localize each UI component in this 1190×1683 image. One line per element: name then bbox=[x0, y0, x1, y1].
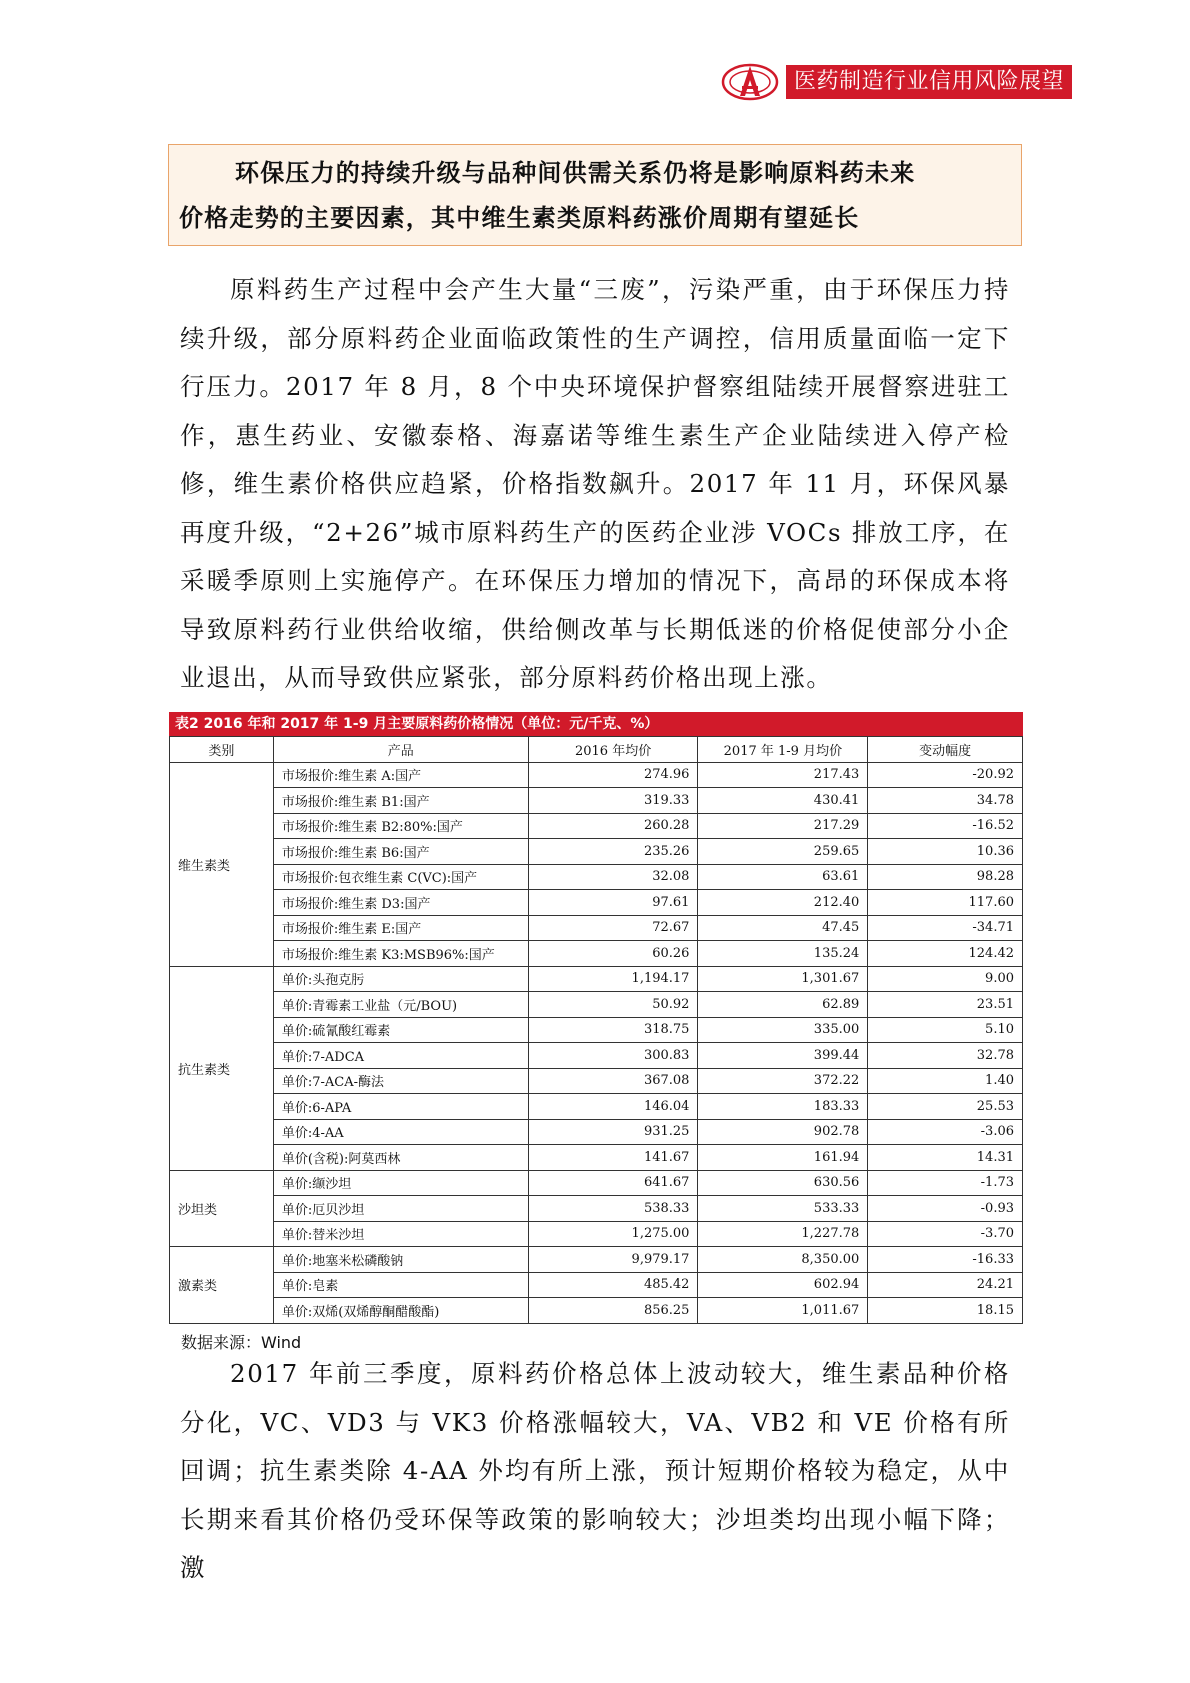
product-cell: 市场报价:包衣维生素 C(VC):国产 bbox=[273, 864, 528, 890]
price-2016-cell: 300.83 bbox=[528, 1043, 698, 1069]
change-cell: -0.93 bbox=[868, 1196, 1023, 1222]
price-2017-cell: 161.94 bbox=[698, 1145, 868, 1171]
report-brand-title: 医药制造行业信用风险展望 bbox=[786, 65, 1072, 99]
table-row bbox=[170, 839, 1023, 865]
header-2017-price: 2017 年 1-9 月均价 bbox=[698, 737, 868, 763]
header-change: 变动幅度 bbox=[868, 737, 1023, 763]
change-cell: 23.51 bbox=[868, 992, 1023, 1018]
category-cell: 抗生素类 bbox=[170, 966, 274, 1170]
header-product: 产品 bbox=[273, 737, 528, 763]
change-cell: 34.78 bbox=[868, 788, 1023, 814]
price-2016-cell: 235.26 bbox=[528, 839, 698, 865]
change-cell: 124.42 bbox=[868, 941, 1023, 967]
table-row bbox=[170, 1196, 1023, 1222]
category-cell: 维生素类 bbox=[170, 762, 274, 966]
change-cell: 18.15 bbox=[868, 1298, 1023, 1324]
product-cell: 单价:厄贝沙坦 bbox=[273, 1196, 528, 1222]
price-2017-cell: 399.44 bbox=[698, 1043, 868, 1069]
product-cell: 单价:替米沙坦 bbox=[273, 1221, 528, 1247]
price-2016-cell: 9,979.17 bbox=[528, 1247, 698, 1273]
price-2017-cell: 430.41 bbox=[698, 788, 868, 814]
price-2016-cell: 641.67 bbox=[528, 1170, 698, 1196]
product-cell: 单价:地塞米松磷酸钠 bbox=[273, 1247, 528, 1273]
change-cell: 5.10 bbox=[868, 1017, 1023, 1043]
table-row bbox=[170, 1017, 1023, 1043]
price-2017-cell: 902.78 bbox=[698, 1119, 868, 1145]
price-2016-cell: 141.67 bbox=[528, 1145, 698, 1171]
price-2016-cell: 485.42 bbox=[528, 1272, 698, 1298]
price-table bbox=[169, 736, 1023, 1324]
price-2016-cell: 97.61 bbox=[528, 890, 698, 916]
table-row bbox=[170, 966, 1023, 992]
price-2016-cell: 856.25 bbox=[528, 1298, 698, 1324]
product-cell: 市场报价:维生素 D3:国产 bbox=[273, 890, 528, 916]
table-row bbox=[170, 864, 1023, 890]
table-row bbox=[170, 1170, 1023, 1196]
change-cell: -3.06 bbox=[868, 1119, 1023, 1145]
product-cell: 单价:7-ADCA bbox=[273, 1043, 528, 1069]
price-2017-cell: 217.29 bbox=[698, 813, 868, 839]
change-cell: -3.70 bbox=[868, 1221, 1023, 1247]
product-cell: 单价:青霉素工业盐（元/BOU) bbox=[273, 992, 528, 1018]
table-row bbox=[170, 813, 1023, 839]
price-2017-cell: 183.33 bbox=[698, 1094, 868, 1120]
product-cell: 单价:硫氰酸红霉素 bbox=[273, 1017, 528, 1043]
change-cell: -34.71 bbox=[868, 915, 1023, 941]
highlight-line-2: 价格走势的主要因素，其中维生素类原料药涨价周期有望延长 bbox=[179, 204, 860, 232]
price-2016-cell: 32.08 bbox=[528, 864, 698, 890]
product-cell: 单价:双烯(双烯醇酮醋酸酯) bbox=[273, 1298, 528, 1324]
table-header-row bbox=[170, 737, 1023, 763]
page-header bbox=[720, 62, 1072, 102]
change-cell: 25.53 bbox=[868, 1094, 1023, 1120]
header-2016-price: 2016 年均价 bbox=[528, 737, 698, 763]
price-2016-cell: 274.96 bbox=[528, 762, 698, 788]
change-cell: 32.78 bbox=[868, 1043, 1023, 1069]
price-2017-cell: 62.89 bbox=[698, 992, 868, 1018]
table-row bbox=[170, 941, 1023, 967]
product-cell: 单价:4-AA bbox=[273, 1119, 528, 1145]
price-2017-cell: 602.94 bbox=[698, 1272, 868, 1298]
price-2016-cell: 50.92 bbox=[528, 992, 698, 1018]
table-row bbox=[170, 1068, 1023, 1094]
price-2017-cell: 335.00 bbox=[698, 1017, 868, 1043]
price-2017-cell: 1,011.67 bbox=[698, 1298, 868, 1324]
table-row bbox=[170, 788, 1023, 814]
price-2017-cell: 135.24 bbox=[698, 941, 868, 967]
price-2016-cell: 72.67 bbox=[528, 915, 698, 941]
product-cell: 单价:6-APA bbox=[273, 1094, 528, 1120]
price-2017-cell: 217.43 bbox=[698, 762, 868, 788]
change-cell: -16.52 bbox=[868, 813, 1023, 839]
price-2017-cell: 372.22 bbox=[698, 1068, 868, 1094]
table-row bbox=[170, 1119, 1023, 1145]
price-2017-cell: 212.40 bbox=[698, 890, 868, 916]
product-cell: 单价:皂素 bbox=[273, 1272, 528, 1298]
table-row bbox=[170, 992, 1023, 1018]
body-paragraph-2: 2017 年前三季度，原料药价格总体上波动较大，维生素品种价格分化，VC、VD3 与 VK3 价格涨幅较大，VA、VB2 和 VE 价格有所回调；抗生素类除 4-AA 外均有所上涨，预计短期价格较为稳定，从中长期来看其价格仍受环保等政策的影响较大；沙坦类均出现小幅下降；激 bbox=[180, 1359, 1010, 1582]
product-cell: 市场报价:维生素 B2:80%:国产 bbox=[273, 813, 528, 839]
table-source: 数据来源：Wind bbox=[181, 1333, 302, 1352]
category-cell: 沙坦类 bbox=[170, 1170, 274, 1247]
price-2016-cell: 367.08 bbox=[528, 1068, 698, 1094]
price-2016-cell: 319.33 bbox=[528, 788, 698, 814]
price-2017-cell: 259.65 bbox=[698, 839, 868, 865]
product-cell: 市场报价:维生素 K3:MSB96%:国产 bbox=[273, 941, 528, 967]
price-2017-cell: 8,350.00 bbox=[698, 1247, 868, 1273]
table-title: 表2 2016 年和 2017 年 1-9 月主要原料药价格情况（单位：元/千克、%） bbox=[169, 712, 1023, 736]
price-2016-cell: 260.28 bbox=[528, 813, 698, 839]
change-cell: -1.73 bbox=[868, 1170, 1023, 1196]
product-cell: 单价:7-ACA-酶法 bbox=[273, 1068, 528, 1094]
body-paragraph-1: 原料药生产过程中会产生大量“三废”，污染严重，由于环保压力持续升级，部分原料药企业面临政策性的生产调控，信用质量面临一定下行压力。2017 年 8 月，8 个中央环境保护督察组陆续开展督察进驻工作，惠生药业、安徽泰格、海嘉诺等维生素生产企业陆续进入停产检修，维生素价格供应趋紧，价格指数飙升。2017 年 11 月，环保风暴再度升级，“2+26”城市原料药生产的医药企业涉 VOCs 排放工序，在采暖季原则上实施停产。在环保压力增加的情况下，高昂的环保成本将导致原料药行业供给收缩，供给侧改革与长期低迷的价格促使部分小企业退出，从而导致供应紧张，部分原料药价格出现上涨。 bbox=[180, 275, 1010, 692]
price-2017-cell: 1,227.78 bbox=[698, 1221, 868, 1247]
table-row bbox=[170, 1247, 1023, 1273]
price-2016-cell: 1,194.17 bbox=[528, 966, 698, 992]
price-2016-cell: 1,275.00 bbox=[528, 1221, 698, 1247]
table-row bbox=[170, 1221, 1023, 1247]
change-cell: -16.33 bbox=[868, 1247, 1023, 1273]
price-2016-cell: 318.75 bbox=[528, 1017, 698, 1043]
price-2017-cell: 533.33 bbox=[698, 1196, 868, 1222]
price-2016-cell: 538.33 bbox=[528, 1196, 698, 1222]
product-cell: 单价:头孢克肟 bbox=[273, 966, 528, 992]
product-cell: 市场报价:维生素 E:国产 bbox=[273, 915, 528, 941]
highlight-line-1: 环保压力的持续升级与品种间供需关系仍将是影响原料药未来 bbox=[235, 159, 916, 187]
change-cell: 1.40 bbox=[868, 1068, 1023, 1094]
highlight-box bbox=[168, 144, 1022, 246]
product-cell: 单价(含税):阿莫西林 bbox=[273, 1145, 528, 1171]
price-2017-cell: 63.61 bbox=[698, 864, 868, 890]
product-cell: 市场报价:维生素 B6:国产 bbox=[273, 839, 528, 865]
table-row bbox=[170, 1094, 1023, 1120]
change-cell: 9.00 bbox=[868, 966, 1023, 992]
price-2017-cell: 1,301.67 bbox=[698, 966, 868, 992]
category-cell: 激素类 bbox=[170, 1247, 274, 1324]
table-row bbox=[170, 1145, 1023, 1171]
table-row bbox=[170, 915, 1023, 941]
header-category: 类别 bbox=[170, 737, 274, 763]
change-cell: 24.21 bbox=[868, 1272, 1023, 1298]
change-cell: 98.28 bbox=[868, 864, 1023, 890]
price-2017-cell: 47.45 bbox=[698, 915, 868, 941]
table-row bbox=[170, 1272, 1023, 1298]
change-cell: -20.92 bbox=[868, 762, 1023, 788]
price-2016-cell: 60.26 bbox=[528, 941, 698, 967]
table-body bbox=[170, 762, 1023, 1323]
table-row bbox=[170, 762, 1023, 788]
table-row bbox=[170, 1043, 1023, 1069]
product-cell: 市场报价:维生素 B1:国产 bbox=[273, 788, 528, 814]
change-cell: 117.60 bbox=[868, 890, 1023, 916]
company-logo-icon bbox=[720, 62, 784, 102]
price-2016-cell: 931.25 bbox=[528, 1119, 698, 1145]
price-2016-cell: 146.04 bbox=[528, 1094, 698, 1120]
change-cell: 14.31 bbox=[868, 1145, 1023, 1171]
price-2017-cell: 630.56 bbox=[698, 1170, 868, 1196]
table-row bbox=[170, 890, 1023, 916]
table-row bbox=[170, 1298, 1023, 1324]
change-cell: 10.36 bbox=[868, 839, 1023, 865]
product-cell: 单价:缬沙坦 bbox=[273, 1170, 528, 1196]
product-cell: 市场报价:维生素 A:国产 bbox=[273, 762, 528, 788]
